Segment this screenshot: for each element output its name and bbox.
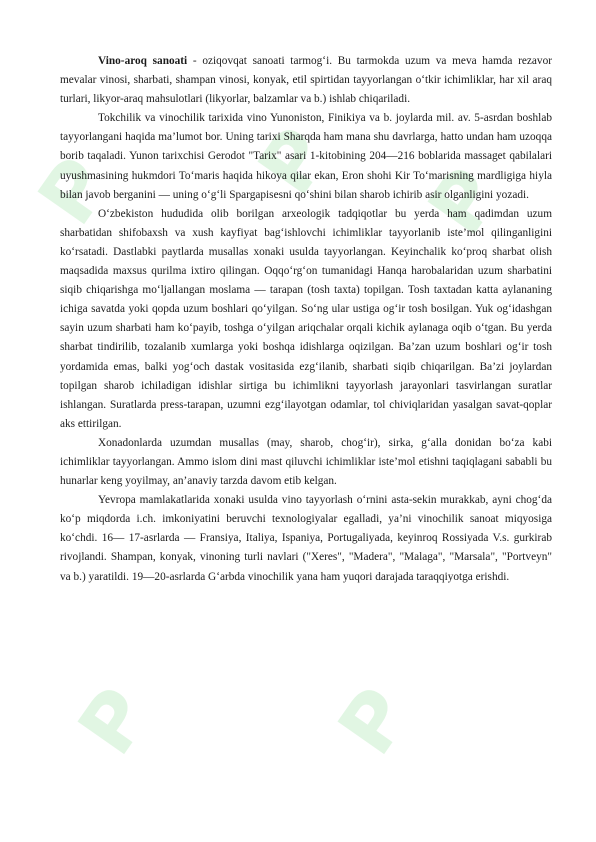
paragraph-1	[60, 52, 552, 109]
watermark-glyph-5: P	[321, 672, 429, 771]
paragraph-3	[60, 205, 552, 434]
paragraph-5	[60, 491, 552, 586]
paragraph-1-lead: Vino-aroq sanoati	[98, 55, 188, 67]
paragraph-4	[60, 434, 552, 491]
watermark-glyph-1: P	[21, 142, 129, 241]
watermark-glyph-2: P	[241, 112, 349, 211]
document-page	[60, 52, 552, 587]
watermark-glyph-3: P	[411, 152, 519, 251]
paragraph-5-text: Yevropa mamlakatlarida xonaki usulda vino tayyorlash o‘rnini asta-sekin murakkab, ayni chog‘da ko‘p miqdorda i.ch. imkoniyatini beruvchi texnologiyalar egalladi, ya’ni vinochilik sanoat miqyosiga ko‘chdi. 16— 17-asrlarda — Fransiya, Italiya, Ispaniya, Portugaliyada, keyinroq Rossiyada V.s. gurkirab rivojlandi. Shampan, konyak, vinoning turli navlari ("Xeres", "Madera", "Malaga", "Marsala", "Portveyn" va b.) yaratildi. 19—20-asrlarda G‘arbda vinochilik yana ham yuqori darajada taraqqiyotga erishdi.	[60, 494, 552, 583]
paragraph-1-text: - oziqovqat sanoati tarmog‘i. Bu tarmokda uzum va meva hamda rezavor mevalar vinosi, sharbati, shampan vinosi, konyak, etil spirtidan tayyorlangan o‘tkir ichimliklar, har xil araq turlari, likyor-araq mahsulotlari (likyorlar, balzamlar va b.) ishlab chiqariladi.	[60, 55, 552, 106]
paragraph-2	[60, 109, 552, 204]
paragraph-2-text: Tokchilik va vinochilik tarixida vino Yunoniston, Finikiya va b. joylarda mil. av. 5-asrdan boshlab tayyorlangani haqida ma’lumot bor. Uning tarixi Sharqda ham mana shu davrlarga, hatto undan ham uzoqqa borib taqaladi. Yunon tarixchisi Gerodot "Tarix" asari 1-kitobining 204—216 boblarida massaget qabilalari uyushmasining hukmdori To‘maris haqida hikoya qilar ekan, Eron shohi Kir To‘marisning mardligiga hiyla bilan javob berganini — uning o‘g‘li Spargapisesni qo‘shini bilan sharob ichirib asir olganligini yozadi.	[60, 112, 552, 201]
paragraph-4-text: Xonadonlarda uzumdan musallas (may, sharob, chog‘ir), sirka, g‘alla donidan bo‘za kabi ichimliklar tayyorlangan. Ammo islom dini mast qiluvchi ichimliklar iste’mol etishni taqiqlagani sababli bu hunarlar keng yoyilmay, an’anaviy tarzda davom etib kelgan.	[60, 436, 552, 488]
watermark-glyph-4: P	[61, 672, 169, 771]
paragraph-3-text: O‘zbekiston hududida olib borilgan arxeologik tadqiqotlar bu yerda ham qadimdan uzum sharbatidan shifobaxsh va xush kayfiyat bag‘ishlovchi ichimliklar tayyorlanib iste’mol qilinganligini ko‘rsatadi. Dastlabki paytlarda musallas xonaki usulda tayyorlangan. Keyinchalik ko‘proq sharbat olish maqsadida maxsus qurilma ixtiro qilingan. Oqqo‘rg‘on tumanidagi Hanqa harobalaridan uzum sharbatini siqib chiqarishga mo‘ljallangan moslama — tarapan (tosh taxta) topilgan. Tosh taxtadan katta aylananing ichiga savatda yoki qopda uzum boshlari qo‘yilgan. So‘ng ular ustiga og‘ir tosh bosilgan. Yuk og‘idashgan sayin uzum sharbati ham ko‘payib, toshga o‘yilgan ariqchalar orqali kichik aylanaga oqib o‘tgan. Bu yerda sharbat tindirilib, tozalanib xumlarga yoki boshqa idishlarga oqizilgan. Ba’zan uzum boshlari og‘ir tosh yordamida emas, balki yog‘och dastak vositasida ezg‘ilanib, sharbati siqib chiqarilgan. Ba’zi joylardan topilgan sharob ichiladigan idishlar sirtiga bu ichimlikni tayyorlash jarayonlari tasvirlangan suratlar ishlangan. Suratlarda press-tarapan, uzumni ezg‘ilayotgan odamlar, tol chiviqlaridan yasalgan savat-qoplar aks ettirilgan.	[60, 207, 552, 430]
